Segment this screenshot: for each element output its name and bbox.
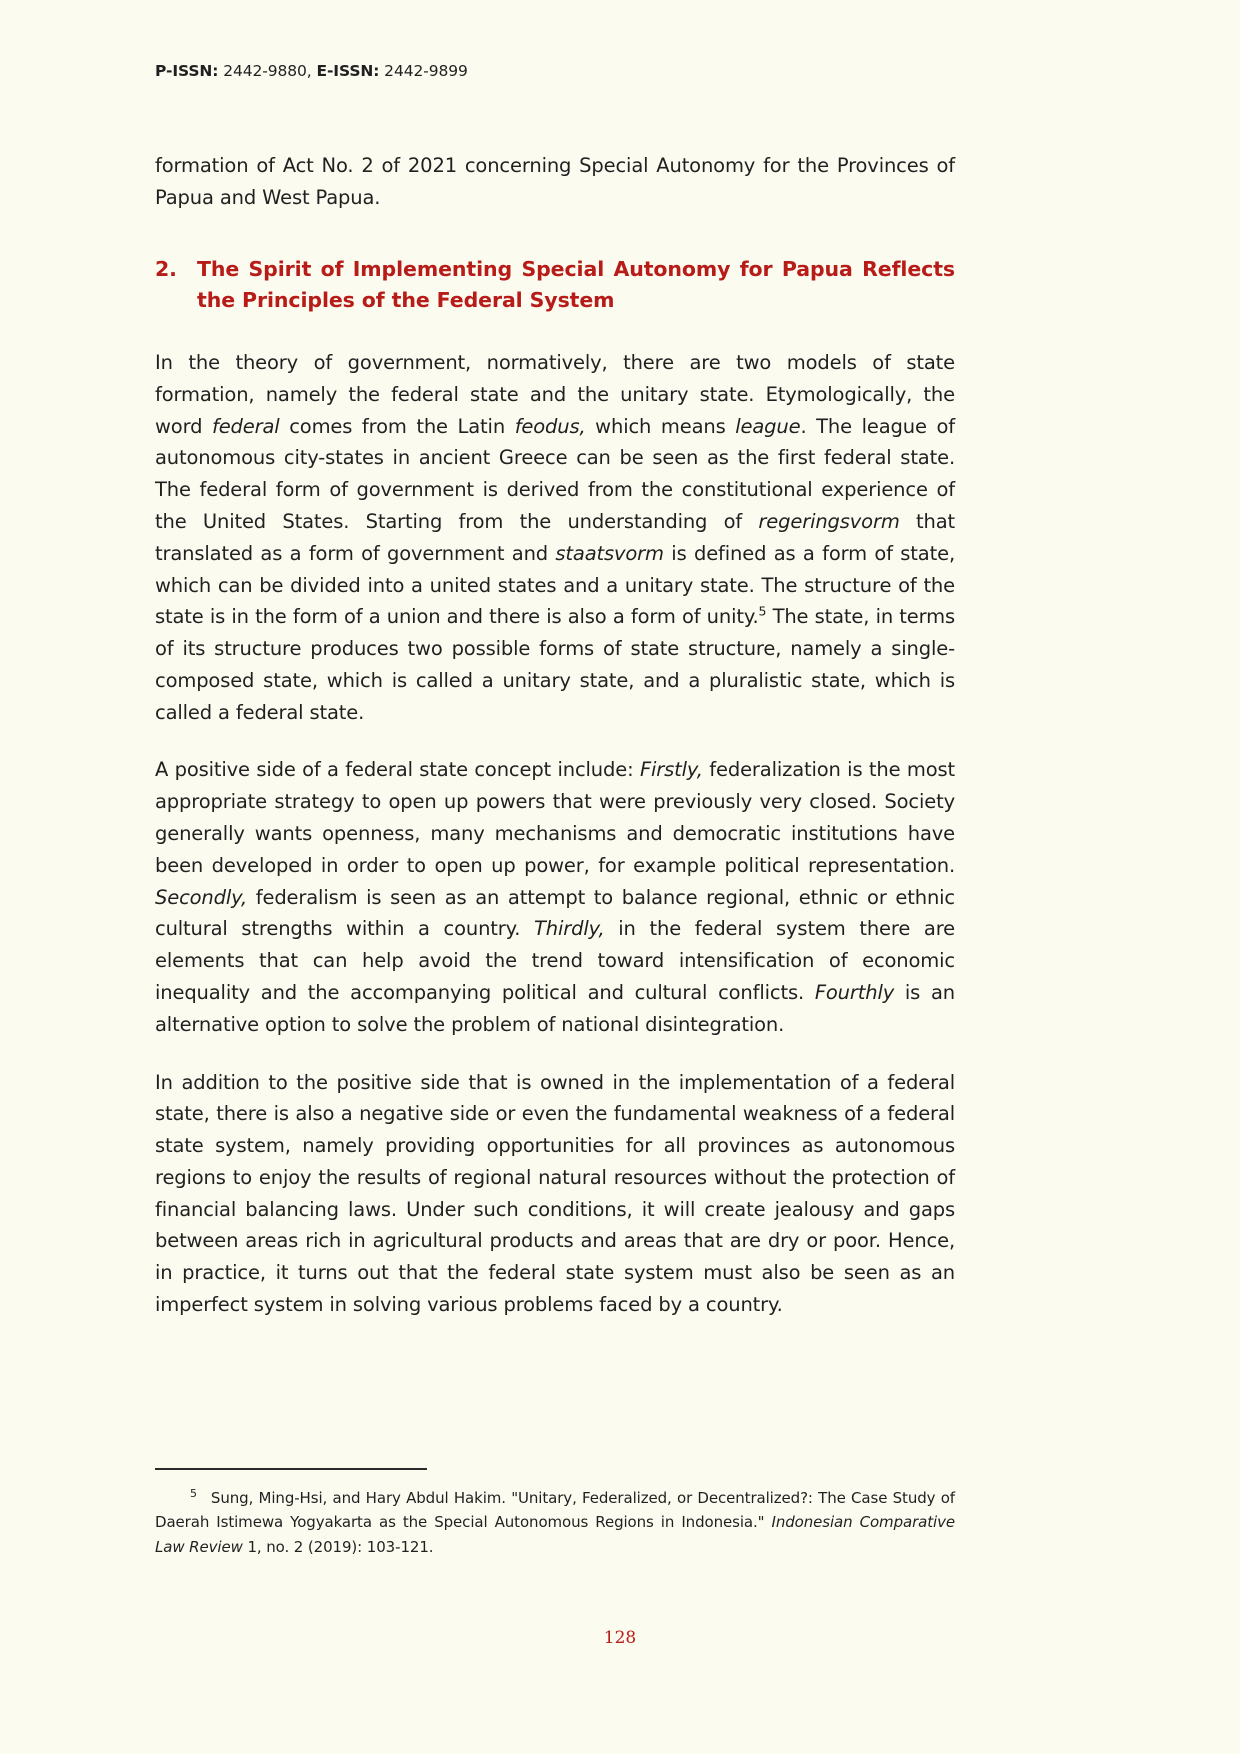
footnote-seg-2: 1, no. 2 (2019): 103-121. [242, 1537, 434, 1556]
p2-italic-thirdly: Thirdly, [534, 917, 605, 941]
footnote-italic-journal-title: Indonesian Comparative Law Review [155, 1513, 955, 1556]
section-heading [155, 254, 955, 318]
p1-seg-5: that translated as a form of government and [155, 510, 955, 565]
footnote-area [155, 1468, 955, 1559]
p1-seg-2: comes from the Latin [279, 414, 515, 438]
p1-italic-feodus: feodus, [514, 414, 586, 438]
e-issn-label: E-ISSN: [316, 62, 380, 80]
p1-seg-4: . The league of autonomous city-states in ancient Greece can be seen as the first federal state. The federal form of government is derived from the constitutional experience of the United States. Starting from the understanding of [155, 414, 955, 533]
p1-seg-6: is defined as a form of state, which can be divided into a united states and a unitary state. The structure of the state is in the form of a union and there is also a form of unity. [155, 541, 955, 629]
p2-seg-5: is an alternative option to solve the problem of national disintegration. [155, 980, 955, 1036]
p2-seg-4: in the federal system there are elements that can help avoid the trend toward intensification of economic inequality and the accompanying political and cultural conflicts. [155, 917, 955, 1004]
p1-seg-3: which means [585, 414, 736, 438]
p1-italic-league: league [735, 414, 801, 438]
p2-seg-1: A positive side of a federal state concept include: [155, 758, 640, 782]
paragraph-2 [155, 754, 955, 1040]
paragraph-3: In addition to the positive side that is owned in the implementation of a federal state, there is also a negative side or even the fundamental weakness of a federal state system, namely providing opportunities for all provinces as autonomous regions to enjoy the results of regional natural resources without the protection of financial balancing laws. Under such conditions, it will create jealousy and gaps between areas rich in agricultural products and areas that are dry or poor. Hence, in practice, it turns out that the federal state system must also be seen as an imperfect system in solving various problems faced by a country. [155, 1070, 955, 1316]
footnote-seg-1: Sung, Ming-Hsi, and Hary Abdul Hakim. "Unitary, Federalized, or Decentralized?: The Case Study of Daerah Istimewa Yogyakarta as the Special Autonomous Regions in Indonesia." [155, 1489, 955, 1532]
running-header [155, 62, 955, 80]
continued-paragraph: formation of Act No. 2 of 2021 concerning Special Autonomy for the Provinces of Papua and West Papua. [155, 154, 955, 209]
footnote-marker: 5 [190, 1487, 197, 1500]
body-content [155, 150, 955, 1321]
p2-italic-fourthly: Fourthly [814, 980, 895, 1004]
footnote-reference-5[interactable]: 5 [758, 603, 767, 619]
p1-seg-7: The state, in terms of its structure produces two possible forms of state structure, namely a single-composed state, which is called a unitary state, and a pluralistic state, which is called a federal state. [155, 605, 955, 724]
section-heading-text: The Spirit of Implementing Special Autonomy for Papua Reflects the Principles of the Federal System [197, 256, 955, 313]
p-issn-value: 2442-9880, [218, 62, 317, 80]
e-issn-value: 2442-9899 [379, 62, 468, 80]
p2-seg-2: federalization is the most appropriate strategy to open up powers that were previously very closed. Society generally wants openness, many mechanisms and democratic institutions have been developed in order to open up power, for example political representation. [155, 758, 955, 877]
footnote-separator-rule [155, 1468, 427, 1470]
p1-italic-regeringsvorm: regeringsvorm [758, 510, 900, 533]
p1-italic-staatsvorm: staatsvorm [555, 541, 664, 565]
footnote-entry-5 [155, 1486, 955, 1559]
p1-italic-federal: federal [211, 414, 280, 438]
p-issn-label: P-ISSN: [155, 62, 219, 80]
page-number: 128 [603, 1628, 637, 1648]
p2-italic-secondly: Secondly, [155, 885, 248, 909]
p2-seg-3: federalism is seen as an attempt to balance regional, ethnic or ethnic cultural strengths within a country. [155, 885, 955, 941]
p2-italic-firstly: Firstly, [639, 758, 703, 782]
section-heading-number: 2. [155, 256, 177, 281]
paragraph-1 [155, 347, 955, 728]
p1-seg-1: In the theory of government, normatively, there are two models of state formation, namely the federal state and the unitary state. Etymologically, the word [155, 351, 955, 438]
